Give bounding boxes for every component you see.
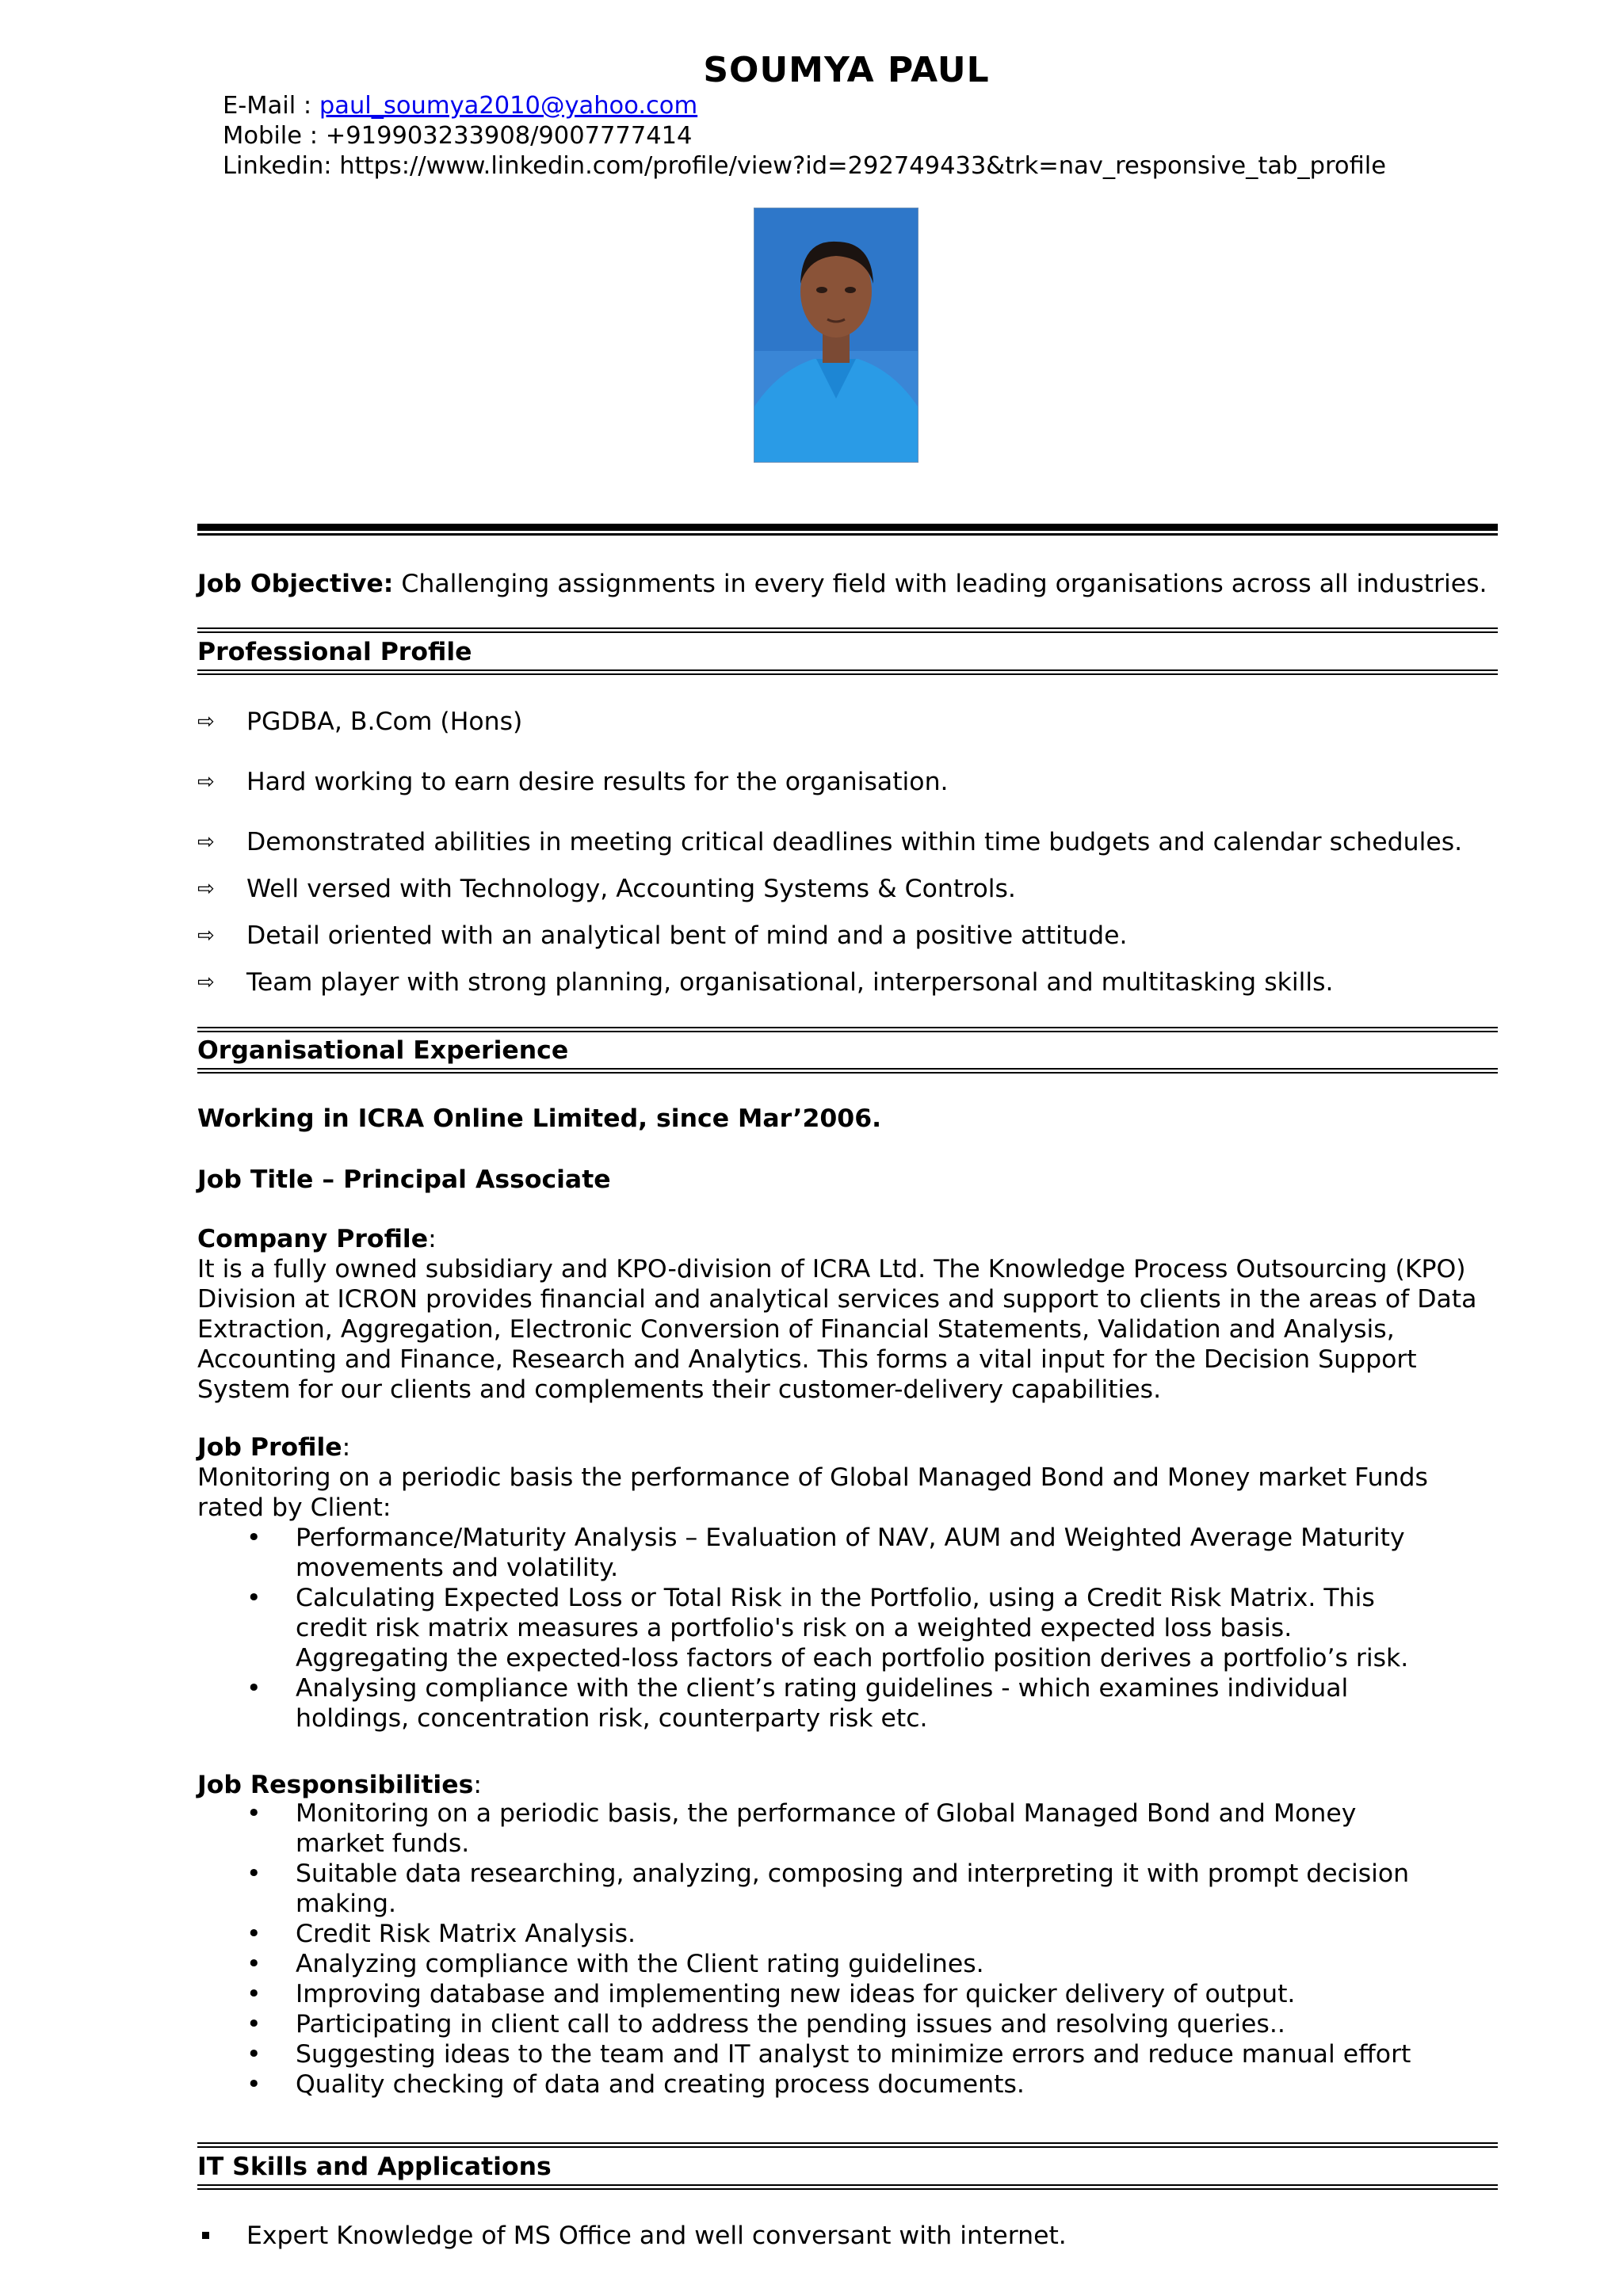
candidate-name: SOUMYA PAUL [703, 50, 990, 90]
objective-label: Job Objective: [197, 570, 394, 598]
job-responsibilities-heading: Job Responsibilities: [197, 1771, 482, 1799]
job-profile: Job Profile: Monitoring on a periodic basis the performance of Global Managed Bond and Money market Funds rated by Client: [197, 1432, 1498, 1523]
arrow-icon: ⇨ [197, 971, 215, 994]
list-item: • Participating in client call to address the pending issues and resolving queries.. [246, 2010, 1285, 2039]
mobile-line: Mobile : +919903233908/9007777414 [223, 122, 693, 150]
job-profile-list [197, 1523, 1449, 1733]
job-profile-text: Monitoring on a periodic basis the performance of Global Managed Bond and Money market Funds rated by Client: [197, 1463, 1428, 1522]
profile-photo [754, 208, 918, 463]
list-item: • Credit Risk Matrix Analysis. [246, 1920, 636, 1948]
company-profile: Company Profile: It is a fully owned subsidiary and KPO-division of ICRA Ltd. The Knowledge Process Outsourcing (KPO) Division at ICRON provides financial and analytical services and support to clients in the areas of Data Extraction, Aggregation, Electronic Conversion of Financial Statements, Validation and Analysis, Accounting and Finance, Research and Analytics. This forms a vital input for the Decision Support System for our clients and complements their customer-delivery capabilities. [197, 1224, 1498, 1405]
job-objective [197, 569, 1498, 599]
list-item: • Monitoring on a periodic basis, the performance of Global Managed Bond and Money market funds. [246, 1799, 1357, 1858]
job-title: Job Title – Principal Associate [197, 1165, 611, 1194]
email-line [223, 91, 697, 121]
square-bullet-icon [202, 2232, 209, 2239]
objective-text: Challenging assignments in every field with leading organisations across all industries. [393, 570, 1487, 598]
email-label: E-Mail : [223, 92, 319, 120]
arrow-icon: ⇨ [197, 830, 215, 854]
arrow-icon: ⇨ [197, 877, 215, 901]
job-profile-label: Job Profile [197, 1433, 342, 1462]
list-item: • Performance/Maturity Analysis – Evaluation of NAV, AUM and Weighted Average Maturity movements and volatility. [246, 1524, 1405, 1582]
arrow-icon: ⇨ [197, 924, 215, 948]
section-title-it-skills: IT Skills and Applications [197, 2153, 552, 2181]
section-rule-top [197, 2142, 1498, 2148]
company-profile-text: It is a fully owned subsidiary and KPO-division of ICRA Ltd. The Knowledge Process Outsourcing (KPO) Division at ICRON provides financial and analytical services and support to clients in the areas of Data Extraction, Aggregation, Electronic Conversion of Financial Statements, Validation and Analysis, Accounting and Finance, Research and Analytics. This forms a vital input for the Decision Support System for our clients and complements their customer-delivery capabilities. [197, 1255, 1477, 1404]
arrow-icon: ⇨ [197, 710, 215, 734]
header-divider [197, 524, 1498, 536]
responsibilities-list [197, 1798, 1449, 2100]
section-rule-top [197, 1027, 1498, 1032]
section-title-professional-profile: Professional Profile [197, 638, 472, 666]
email-link[interactable]: paul_soumya2010@yahoo.com [319, 92, 698, 120]
list-item: • Analysing compliance with the client’s rating guidelines - which examines individual holdings, concentration risk, counterparty risk etc. [246, 1674, 1349, 1733]
section-rule-top [197, 627, 1498, 633]
arrow-icon: ⇨ [197, 770, 215, 794]
list-item: • Suggesting ideas to the team and IT analyst to minimize errors and reduce manual effort [246, 2040, 1411, 2069]
section-rule-bottom [197, 1068, 1498, 1074]
list-item: • Improving database and implementing new ideas for quicker delivery of output. [246, 1980, 1296, 2008]
responsibilities-label: Job Responsibilities [197, 1771, 474, 1799]
section-rule-bottom [197, 669, 1498, 675]
list-item: • Calculating Expected Loss or Total Risk in the Portfolio, using a Credit Risk Matrix. This credit risk matrix measures a portfolio's risk on a weighted expected loss basis. Aggregating the expected-loss factors of each portfolio position derives a portfolio’s risk. [246, 1584, 1409, 1672]
section-title-organisational-experience: Organisational Experience [197, 1036, 569, 1065]
linkedin-line: Linkedin: https://www.linkedin.com/profile/view?id=292749433&trk=nav_responsive_tab_profile [223, 152, 1387, 180]
list-item: • Suitable data researching, analyzing, composing and interpreting it with prompt decision making. [246, 1859, 1410, 1918]
list-item: • Analyzing compliance with the Client rating guidelines. [246, 1950, 984, 1978]
working-statement: Working in ICRA Online Limited, since Mar’2006. [197, 1104, 882, 1133]
company-profile-label: Company Profile [197, 1225, 429, 1253]
section-rule-bottom [197, 2184, 1498, 2190]
list-item: • Quality checking of data and creating process documents. [246, 2070, 1025, 2099]
